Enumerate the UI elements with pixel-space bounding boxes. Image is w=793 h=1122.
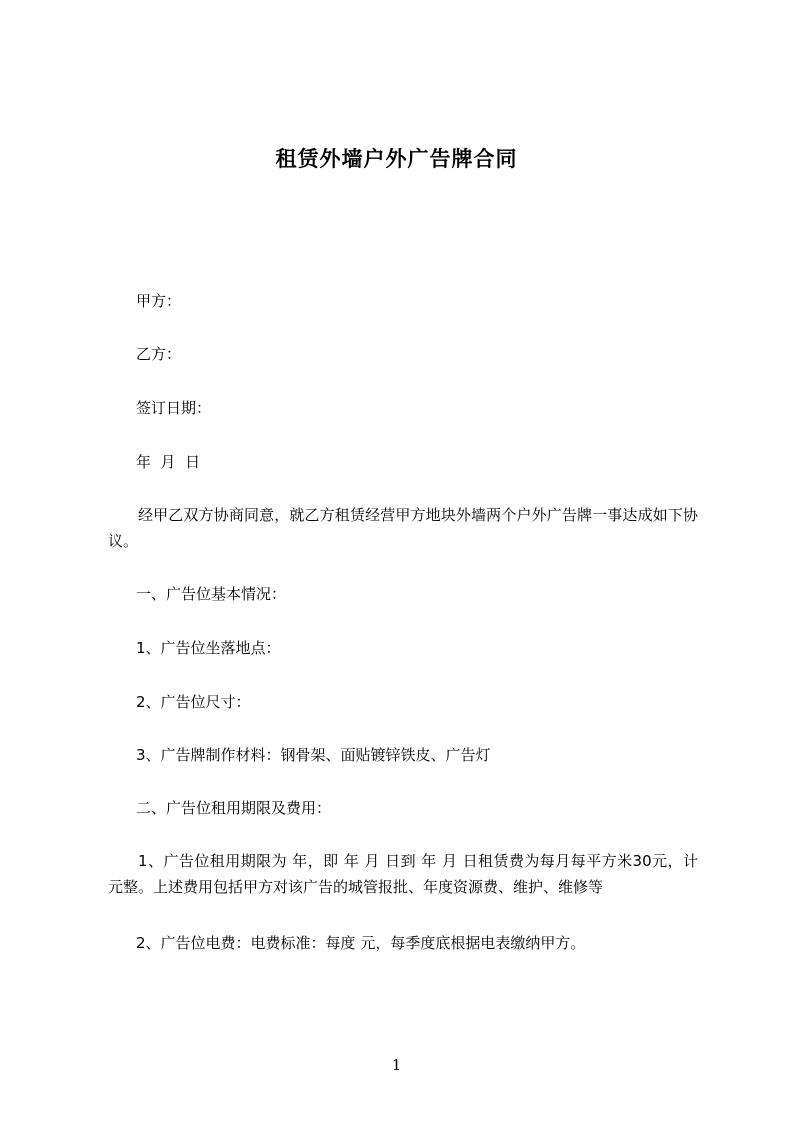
section-1-item-2: 2、广告位尺寸：	[136, 693, 251, 711]
section-1-item-3: 3、广告牌制作材料：钢骨架、面贴镀锌铁皮、广告灯	[136, 746, 491, 764]
section-2-item-1: 1、广告位租用期限为 年，即 年 月 日到 年 月 日租赁费为每月每平方米30元，计 元整。上述费用包括甲方对该广告的城管报批、年度资源费、维护、维修等	[108, 852, 708, 896]
page-number: 1	[391, 1056, 402, 1074]
party-b-label: 乙方：	[136, 345, 182, 363]
document-title: 租赁外墙户外广告牌合同	[275, 147, 518, 171]
sign-date-label: 签订日期：	[136, 399, 212, 417]
section-1-item-1: 1、广告位坐落地点：	[136, 639, 281, 657]
section-1-heading: 一、广告位基本情况：	[136, 585, 287, 603]
intro-paragraph: 经甲乙双方协商同意，就乙方租赁经营甲方地块外墙两个户外广告牌一事达成如下协议。	[108, 506, 698, 550]
section-2-item-2: 2、广告位电费：电费标准：每度 元，每季度底根据电表缴纳甲方。	[136, 934, 586, 952]
section-2-heading: 二、广告位租用期限及费用：	[136, 799, 332, 817]
date-line: 年 月 日	[136, 453, 201, 471]
party-a-label: 甲方：	[136, 292, 182, 310]
